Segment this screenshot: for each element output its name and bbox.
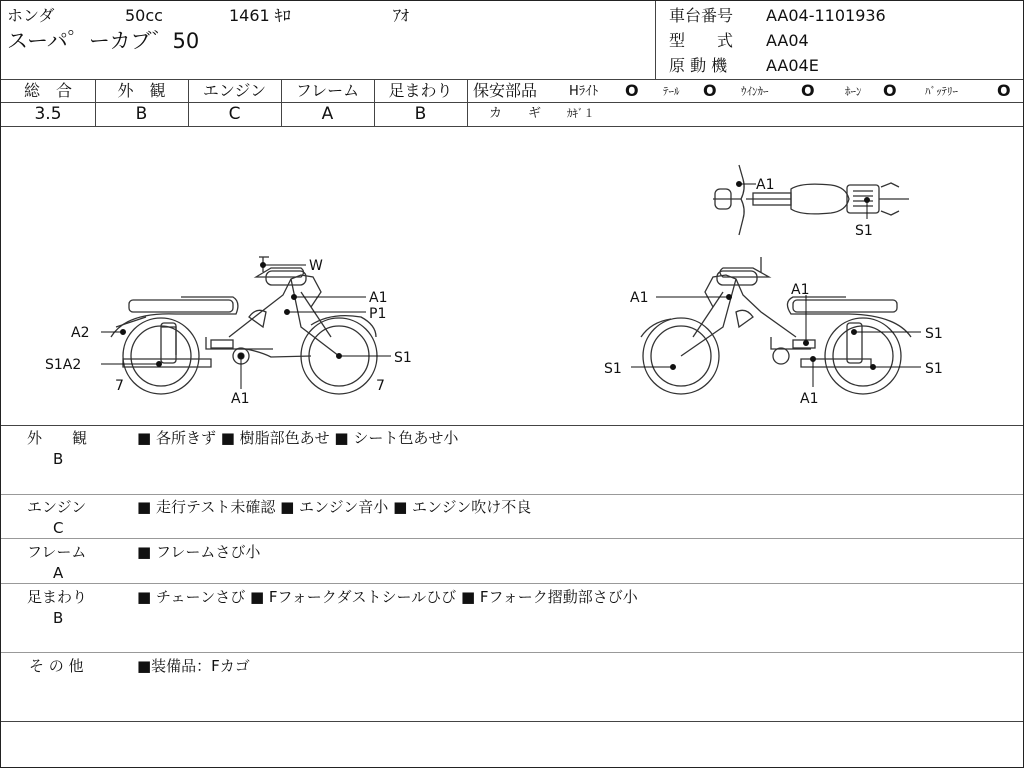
note-category-other: そ の 他 (29, 657, 84, 675)
grade-overall: 3.5 (34, 104, 62, 124)
header-divider (655, 1, 656, 79)
note-text-engine: ■ 走行テスト未確認 ■ エンジン音小 ■ エンジン吹け不良 (137, 498, 532, 516)
safety-item-winker: ｳｲﾝｶｰ (741, 85, 769, 98)
divider (1, 721, 1023, 722)
model-name: スーパ゜ーカブ゛50 (7, 29, 200, 53)
grade-suspension: B (414, 104, 427, 124)
label-w: W (309, 258, 323, 274)
divider (1, 102, 467, 103)
safety-item-battery: ﾊﾞｯﾃﾘｰ (925, 85, 958, 98)
motorcycle-top-view (713, 165, 909, 235)
frame-no-label: 車台番号 (669, 6, 734, 25)
horn-mark: O (883, 81, 897, 100)
grade-header-overall: 総 合 (23, 81, 72, 100)
divider (1, 79, 1023, 80)
note-text-suspension: ■ チェーンさび ■ Fフォークダストシールひび ■ Fフォーク摺動部さび小 (137, 588, 638, 606)
note-text-other: ■装備品：Fカゴ (137, 657, 250, 675)
safety-item-headlight: Hﾗｲﾄ (569, 84, 599, 99)
note-grade-exterior: B (53, 450, 64, 468)
note-grade-engine: C (53, 519, 64, 537)
safety-item-horn: ﾎｰﾝ (845, 85, 862, 98)
note-text-frame: ■ フレームさび小 (137, 543, 261, 561)
divider (1, 583, 1023, 584)
note-grade-suspension: B (53, 609, 64, 627)
tail-mark: O (703, 81, 717, 100)
type-label: 型 式 (669, 31, 734, 50)
note-category-engine: エンジン (27, 498, 87, 516)
engine-label: 原 動 機 (669, 56, 728, 75)
label-7-right: 7 (376, 378, 385, 394)
note-category-suspension: 足まわり (27, 588, 88, 606)
label-a1-right-bottom: A1 (800, 391, 819, 407)
label-s1a2-left: S1A2 (45, 357, 82, 373)
label-a1-left-top: A1 (369, 290, 388, 306)
key-value: ｶｷﾞ１ (567, 107, 595, 120)
battery-mark: O (997, 81, 1011, 100)
safety-item-tail: ﾃｰﾙ (663, 85, 680, 98)
note-grade-frame: A (53, 564, 64, 582)
label-s1-right-bottom: S1 (925, 361, 943, 377)
label-s1-right-left: S1 (604, 361, 622, 377)
divider (1, 538, 1023, 539)
safety-label: 保安部品 (473, 81, 538, 100)
label-p1-left: P1 (369, 306, 387, 322)
divider (1, 652, 1023, 653)
note-category-frame: フレーム (27, 543, 87, 561)
grade-exterior: B (135, 104, 148, 124)
headlight-mark: O (625, 81, 639, 100)
displacement: 50cc (125, 6, 163, 25)
label-7-left: 7 (115, 378, 124, 394)
note-text-exterior: ■ 各所きず ■ 樹脂部色あせ ■ シート色あせ小 (137, 429, 459, 447)
label-s1-top: S1 (855, 223, 873, 239)
grade-header-suspension: 足まわり (388, 81, 453, 100)
label-a2-left: A2 (71, 325, 90, 341)
damage-diagram (1, 127, 1023, 425)
key-label: カ ギ (489, 106, 542, 121)
label-s1-right-top: S1 (925, 326, 943, 342)
winker-mark: O (801, 81, 815, 100)
label-a1-right-left: A1 (630, 290, 649, 306)
label-s1-left: S1 (394, 350, 412, 366)
divider (1, 425, 1023, 426)
engine-value: AA04E (766, 56, 819, 75)
divider (467, 102, 1023, 103)
label-a1-right-mid: A1 (791, 282, 810, 298)
note-category-exterior: 外 観 (27, 429, 88, 447)
grade-engine: C (228, 104, 241, 124)
grade-header-frame: フレーム (295, 81, 360, 100)
label-a1-top: A1 (756, 177, 775, 193)
motorcycle-left-side-view (111, 257, 377, 394)
label-a1-left-bottom: A1 (231, 391, 250, 407)
grade-frame: A (321, 104, 334, 124)
divider (1, 494, 1023, 495)
type-value: AA04 (766, 31, 809, 50)
frame-no: AA04-1101936 (766, 6, 886, 25)
grade-divider (467, 79, 468, 126)
maker: ホンダ (7, 6, 55, 25)
motorcycle-right-side-view (641, 257, 911, 394)
mileage: 1461 ｷﾛ (229, 6, 291, 25)
grade-header-exterior: 外 観 (117, 81, 166, 100)
color: ｱｵ (393, 6, 410, 25)
grade-header-engine: エンジン (202, 81, 267, 100)
